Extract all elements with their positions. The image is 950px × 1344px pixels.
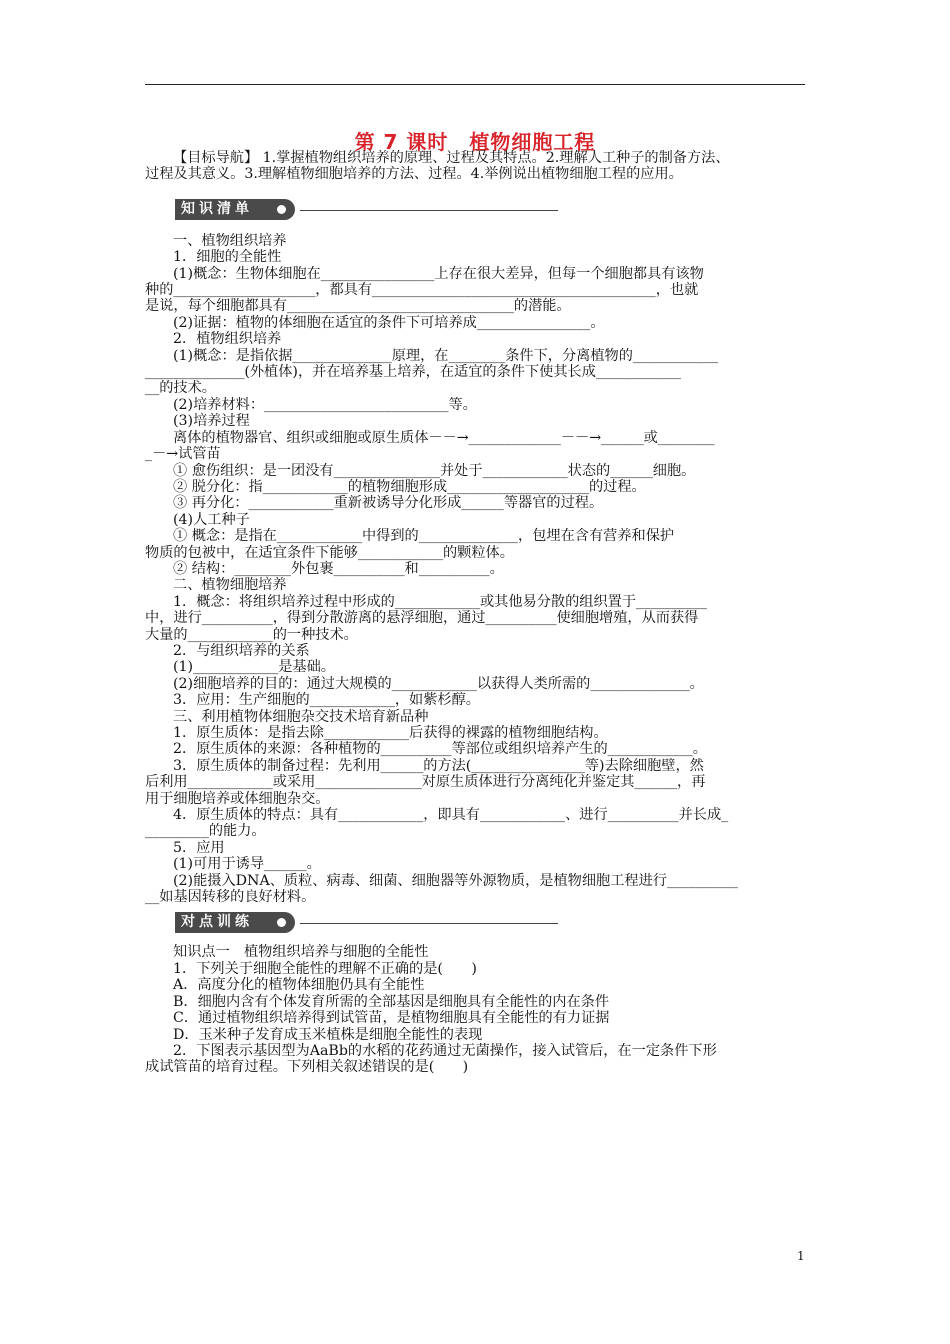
text-line: __如基因转移的良好材料。 (145, 889, 316, 906)
page-title: 第 7 课时 植物细胞工程 (354, 130, 596, 154)
question-stem: 2．下图表示基因型为AaBb的水稻的花药通过无菌操作，接入试管后，在一定条件下形 (173, 1042, 717, 1059)
text-line: 物质的包被中，在适宜条件下能够____________的颗粒体。 (145, 544, 514, 561)
bullet-dot-icon (277, 205, 286, 214)
section-rule (300, 923, 558, 924)
text-line: 4．原生质体的特点：具有____________，即具有____________、进行__________并长成_ (173, 807, 729, 824)
text-line: ① 概念：是指在____________中得到的______________，包埋在含有营养和保护 (173, 528, 675, 545)
text-line: 1．原生质体：是指去除____________后获得的裸露的植物细胞结构。 (173, 725, 608, 741)
text-line: (1)____________是基础。 (173, 659, 335, 676)
text-line: _________的能力。 (145, 823, 266, 840)
question-stem: 成试管苗的培育过程。下列相关叙述错误的是( ) (145, 1059, 469, 1076)
text-line: 后利用____________或采用_______________对原生质体进行分离纯化并鉴定其______，再 (145, 774, 706, 791)
text-line: (4)人工种子 (173, 511, 250, 528)
page-number: 1 (797, 1249, 805, 1263)
text-line: 三、利用植物体细胞杂交技术培育新品种 (173, 708, 429, 725)
text-line: 2．植物组织培养 (173, 331, 282, 348)
text-line: __的技术。 (145, 380, 216, 397)
text-line: ______________(外植体)，并在培养基上培养，在适宜的条件下使其长成____________ (145, 364, 682, 381)
text-line: 是说，每个细胞都具有________________________________的潜能。 (145, 298, 571, 315)
text-line: (1)可用于诱导______。 (173, 856, 321, 873)
text-line: (2)证据：植物的体细胞在适宜的条件下可培养成________________。 (173, 314, 605, 331)
text-line: ② 脱分化：指____________的植物细胞形成____________________的过程。 (173, 478, 646, 495)
document-body (145, 150, 809, 1076)
text-line: 用于细胞培养或体细胞杂交。 (145, 790, 330, 807)
header-rule (145, 84, 805, 85)
text-line: ① 愈伤组织：是一团没有_______________并处于____________状态的______细胞。 (173, 462, 696, 479)
text-line: (1)概念：生物体细胞在________________上存在很大差异，但每一个细胞都具有该物 (173, 265, 704, 282)
objectives-line: 过程及其意义。3.理解植物细胞培养的方法、过程。4.举例说出植物细胞工程的应用。 (145, 166, 683, 183)
text-line: (3)培养过程 (173, 413, 250, 430)
question-stem: 1．下列关于细胞全能性的理解不正确的是( ) (173, 960, 477, 977)
section-header-knowledge (145, 196, 809, 222)
section-rule (300, 210, 558, 211)
text-line: 1．概念：将组织培养过程中形成的____________或其他易分散的组织置于__________ (173, 593, 707, 610)
text-line: 2．与组织培养的关系 (173, 642, 310, 659)
text-line: 二、植物细胞培养 (173, 577, 287, 594)
practice-list (145, 944, 809, 1075)
answer-option: A．高度分化的植物体细胞仍具有全能性 (173, 977, 425, 994)
text-line: (2)培养材料：__________________________等。 (173, 396, 477, 413)
knowledge-list (145, 233, 809, 906)
text-line: 大量的____________的一种技术。 (145, 626, 358, 643)
text-line: (1)概念：是指依据______________原理，在________条件下，分离植物的____________ (173, 347, 719, 364)
text-line: (2)能摄入DNA、质粒、病毒、细菌、细胞器等外源物质，是植物细胞工程进行__________ (173, 872, 738, 889)
text-line: 一、植物组织培养 (173, 232, 287, 249)
text-line: _－→试管苗 (145, 446, 221, 463)
text-line: 2．原生质体的来源：各种植物的__________等部位或组织培养产生的____________。 (173, 741, 707, 758)
answer-option: B．细胞内含有个体发育所需的全部基因是细胞具有全能性的内在条件 (173, 993, 610, 1010)
text-line: 1．细胞的全能性 (173, 249, 282, 266)
text-line: 5．应用 (173, 839, 225, 856)
text-line: 种的____________________，都具有________________________________________，也就 (145, 282, 699, 299)
text-line: 中，进行__________，得到分散游离的悬浮细胞，通过__________使细胞增殖，从而获得 (145, 610, 699, 627)
text-line: 3．应用：生产细胞的____________，如紫杉醇。 (173, 692, 480, 709)
text-line: ③ 再分化：____________重新被诱导分化形成______等器官的过程。 (173, 495, 604, 512)
text-line: 3．原生质体的制备过程：先利用______的方法(________________等)去除细胞壁，然 (173, 757, 704, 774)
section-label: 对点训练 (181, 914, 253, 931)
text-line: 知识点一 植物组织培养与细胞的全能性 (173, 944, 429, 961)
section-header-practice (145, 909, 809, 935)
objectives-line: 【目标导航】 1.掌握植物组织培养的原理、过程及其特点。2.理解人工种子的制备方法、 (173, 150, 730, 166)
text-line: ② 结构：________外包裹__________和__________。 (173, 560, 504, 577)
answer-option: C．通过植物组织培养得到试管苗，是植物细胞具有全能性的有力证据 (173, 1010, 610, 1027)
text-line: 离体的植物器官、组织或细胞或原生质体－－→_____________－－→______或________ (173, 429, 715, 446)
text-line: (2)细胞培养的目的：通过大规模的____________以获得人类所需的______________。 (173, 675, 704, 692)
section-label: 知识清单 (181, 200, 253, 217)
answer-option: D．玉米种子发育成玉米植株是细胞全能性的表现 (173, 1026, 483, 1043)
